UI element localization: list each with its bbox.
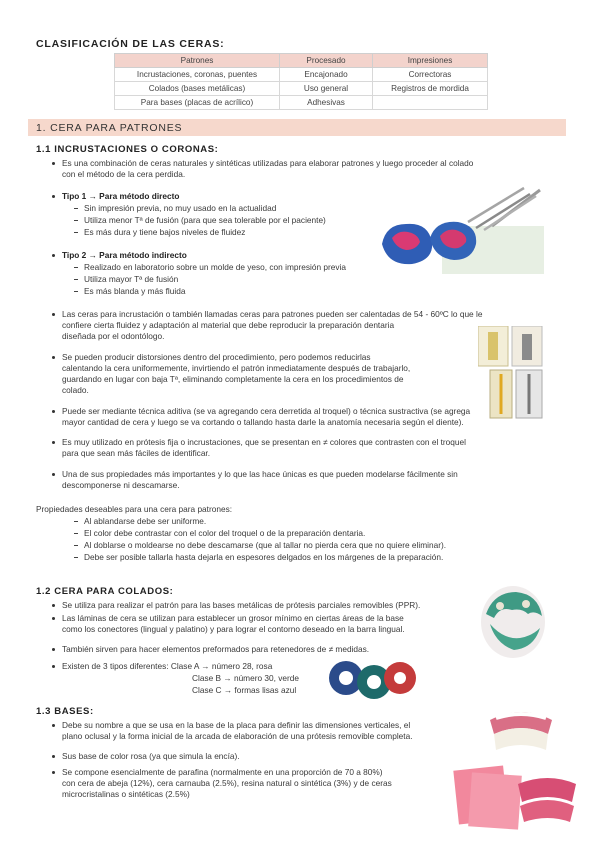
text-line: Las láminas de cera se utilizan para establecer un grosor mínimo en ciertas áreas de la base bbox=[62, 613, 404, 623]
property-item: Debe ser posible tallarla hasta dejarla en espesores delgados en los márgenes de la preparación. bbox=[84, 552, 444, 562]
text-line: Clase C → formas lisas azul bbox=[192, 685, 297, 695]
text-line: calentando la cera uniformemente, invirtiendo el patrón inmediatamente después de trabajarlo, bbox=[62, 363, 411, 373]
subsection-1-2-title: 1.2 CERA PARA COLADOS: bbox=[36, 586, 174, 597]
text-line: Es más dura y tiene bajos niveles de fluidez bbox=[84, 227, 246, 237]
table-cell: Para bases (placas de acrílico) bbox=[115, 96, 280, 110]
subsection-1-3-title: 1.3 BASES: bbox=[36, 706, 94, 717]
casting-diagram-image bbox=[478, 326, 544, 420]
bullet bbox=[52, 617, 55, 620]
table-header-row bbox=[115, 54, 488, 68]
text-line: con cera de abeja (12%), cera carnauba (2.5%), resina natural o sintética (3%) y de ceras bbox=[62, 778, 392, 788]
text-line: diseñada por el odontólogo. bbox=[62, 331, 165, 341]
table-header: Procesado bbox=[280, 54, 373, 68]
subsection-1-1-title: 1.1 INCRUSTACIONES O CORONAS: bbox=[36, 144, 219, 155]
text-line: Se pueden producir distorsiones dentro del procedimiento, pero podemos reducirlas bbox=[62, 352, 371, 362]
removable-partial-denture-image bbox=[480, 584, 546, 660]
dash bbox=[74, 557, 78, 558]
properties-title: Propiedades deseables para una cera para patrones: bbox=[36, 504, 233, 514]
table-header: Impresiones bbox=[373, 54, 488, 68]
text-line: con el método de la cera perdida. bbox=[62, 169, 186, 179]
text-line: Sin impresión previa, no muy usado en la actualidad bbox=[84, 203, 277, 213]
text-line: Una de sus propiedades más importantes y lo que las hace únicas es que pueden modelarse fácilmente sin bbox=[62, 469, 458, 479]
dash bbox=[74, 267, 78, 268]
text-line: como los conectores (lingual y palatino) y para lograr el contorno deseado en la barra lingual. bbox=[62, 624, 405, 634]
bullet bbox=[52, 771, 55, 774]
bullet bbox=[52, 648, 55, 651]
dash bbox=[74, 220, 78, 221]
text-line: Las ceras para incrustación o también llamadas ceras para patrones pueden ser calentadas de 54 - 60ºC lo que le bbox=[62, 309, 483, 319]
bullet bbox=[52, 473, 55, 476]
text-line: Es muy utilizado en prótesis fija o incrustaciones, que se presentan en ≠ colores que contrasten con el troquel bbox=[62, 437, 466, 447]
text-line: También sirven para hacer elementos preformados para retenedores de ≠ medidas. bbox=[62, 644, 370, 654]
table-cell: Colados (bases metálicas) bbox=[115, 82, 280, 96]
table-header: Patrones bbox=[115, 54, 280, 68]
text-line: descomponerse ni descamarse. bbox=[62, 480, 180, 490]
table-row bbox=[115, 96, 488, 110]
bullet bbox=[52, 356, 55, 359]
bullet bbox=[52, 410, 55, 413]
text-line: colado. bbox=[62, 385, 89, 395]
text-line: para que sean más fáciles de identificar. bbox=[62, 448, 211, 458]
text-line: Sus base de color rosa (ya que simula la encía). bbox=[62, 751, 240, 761]
text-line: Puede ser mediante técnica aditiva (se va agregando cera derretida al troquel) o técnica sustractiva (se agrega bbox=[62, 406, 471, 416]
table-cell bbox=[373, 96, 488, 110]
dash bbox=[74, 291, 78, 292]
table-cell: Registros de mordida bbox=[373, 82, 488, 96]
text-line: plano oclusal y la forma inicial de la arcada de elaboración de una prótesis removible completa. bbox=[62, 731, 413, 741]
text-line: Debe su nombre a que se usa en la base de la placa para definir las dimensiones verticales, el bbox=[62, 720, 411, 730]
base-wax-sheets-image bbox=[452, 762, 580, 832]
bullet bbox=[52, 313, 55, 316]
bullet bbox=[52, 195, 55, 198]
text-line: Es una combinación de ceras naturales y sintéticas utilizadas para elaborar patrones y luego proceder al colado bbox=[62, 158, 474, 168]
bullet bbox=[52, 254, 55, 257]
text-line: Es más blanda y más fluida bbox=[84, 286, 186, 296]
type-1-label: Tipo 1 → Para método directo bbox=[62, 191, 180, 201]
text-line: Realizado en laboratorio sobre un molde de yeso, con impresión previa bbox=[84, 262, 346, 272]
casting-wax-rolls-image bbox=[326, 658, 418, 704]
dash bbox=[74, 279, 78, 280]
bullet bbox=[52, 162, 55, 165]
dash bbox=[74, 232, 78, 233]
bullet bbox=[52, 665, 55, 668]
table-cell: Uso general bbox=[280, 82, 373, 96]
property-item: Al doblarse o moldearse no debe descamarse (que al tallar no pierda cera que no quiere eliminar). bbox=[84, 540, 447, 550]
wax-pattern-instruments-image bbox=[372, 186, 544, 274]
complete-denture-image bbox=[486, 704, 556, 754]
dash bbox=[74, 521, 78, 522]
table-cell: Correctoras bbox=[373, 68, 488, 82]
property-item: El color debe contrastar con el color del troquel o de la preparación dentaria. bbox=[84, 528, 366, 538]
wax-classification-table bbox=[114, 53, 488, 110]
table-cell: Adhesivas bbox=[280, 96, 373, 110]
dash bbox=[74, 533, 78, 534]
dash bbox=[74, 208, 78, 209]
property-item: Al ablandarse debe ser uniforme. bbox=[84, 516, 207, 526]
table-cell: Encajonado bbox=[280, 68, 373, 82]
bullet bbox=[52, 755, 55, 758]
bullet bbox=[52, 441, 55, 444]
bullet bbox=[52, 604, 55, 607]
text-line: Clase B → número 30, verde bbox=[192, 673, 299, 683]
bullet bbox=[52, 724, 55, 727]
text-line: Existen de 3 tipos diferentes: Clase A → número 28, rosa bbox=[62, 661, 273, 671]
type-2-label: Tipo 2 → Para método indirecto bbox=[62, 250, 187, 260]
text-line: mayor cantidad de cera y luego se va cortando o tallando hasta darle la anatomía necesaria según el diente). bbox=[62, 417, 464, 427]
text-line: Se compone esencialmente de parafina (normalmente en una proporción de 70 a 80%) bbox=[62, 767, 383, 777]
dash bbox=[74, 545, 78, 546]
section-1-banner bbox=[28, 119, 566, 136]
table-row bbox=[115, 82, 488, 96]
table-row bbox=[115, 68, 488, 82]
text-line: confiere cierta fluidez y adaptación al material que debe reproducir la preparación dentaria bbox=[62, 320, 395, 330]
text-line: guardando en lugar con baja Tª, eliminando completamente la cera en los procedimientos de bbox=[62, 374, 404, 384]
text-line: Se utiliza para realizar el patrón para las bases metálicas de prótesis parciales removibles (PPR). bbox=[62, 600, 421, 610]
table-cell: Incrustaciones, coronas, puentes bbox=[115, 68, 280, 82]
text-line: Utiliza menor Tª de fusión (para que sea tolerable por el paciente) bbox=[84, 215, 326, 225]
text-line: microcristalinas o sintéticas (2.5%) bbox=[62, 789, 190, 799]
text-line: Utiliza mayor Tª de fusión bbox=[84, 274, 179, 284]
section-1-title: 1. CERA PARA PATRONES bbox=[36, 122, 183, 134]
main-heading: CLASIFICACIÓN DE LAS CERAS: bbox=[36, 38, 225, 50]
